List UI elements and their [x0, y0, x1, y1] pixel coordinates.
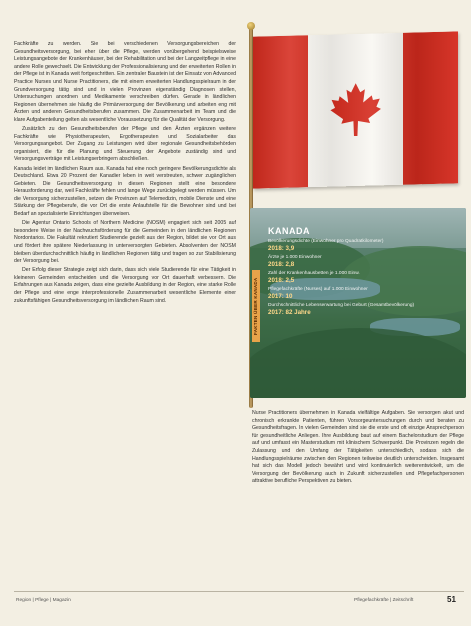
- landscape-forest: [250, 328, 466, 398]
- canada-flag: [253, 31, 458, 188]
- infobox-side-tab: FAKTEN ÜBER KANADA: [252, 270, 260, 342]
- fact-item: [268, 287, 458, 301]
- fact-value: 2017: 82 Jahre: [268, 309, 311, 317]
- fact-label: Zahl der Krankenhausbetten je 1.000 Einw.: [268, 271, 360, 277]
- flag-pole-finial: [247, 22, 255, 30]
- canada-flag-image: [244, 28, 466, 208]
- fact-value: 2018: 2,5: [268, 277, 295, 285]
- paragraph: Zusätzlich zu den Gesundheitsberufen der Pflege und den Ärzten ergänzen weitere Fachkräfte wie Physiotherapeuten, Ergotherapeuten und Sozialarbeiter das Versorgungsangebot. Der Zugang zu Leistungen wird über regionale Gesundheitsbehörden organisiert, die für die Planung und Steuerung der Angebote zuständig sind und Versorgungsverträge mit Leistungserbringern abschließen.: [14, 126, 236, 163]
- left-text-column: [14, 41, 236, 586]
- paragraph: Der Erfolg dieser Strategie zeigt sich darin, dass sich viele Studierende für eine Tätigkeit in kleineren Gemeinden entscheiden und die Versorgung vor Ort dauerhaft verbessern. Die Erfahrungen aus Kanada zeigen, dass eine gezielte Ausbildung in der Region, eine starke Rolle der Pflege und eine enge interprofessionelle Zusammenarbeit wesentliche Elemente einer zukunftsfähigen Gesundheitsversorgung im ländlichen Raum sind.: [14, 267, 236, 304]
- footer-publication: Region | Pflege | Magazin: [16, 598, 71, 603]
- footer-rule: [14, 591, 464, 592]
- fact-label: Durchschnittliche Lebenserwartung bei Geburt (Gesamtbevölkerung): [268, 303, 415, 309]
- infobox-title: KANADA: [268, 226, 310, 236]
- paragraph: Kanada leidet im ländlichen Raum aus. Kanada hat eine noch geringere Bevölkerungsdichte als Deutschland. Etwa 20 Prozent der Kanadier leben in weit verstreuten, schwer zugänglichen Gebieten. Die Gesundheitsversorgung in diesen Regionen stellt eine besondere Herausforderung dar, weil Fachkräfte fehlen und lange Wege zurückgelegt werden müssen. Um die Versorgung sicherzustellen, setzen die Provinzen auf Telemedizin, mobile Dienste und eine Stärkung der Pflegeberufe, die vor Ort die erste Anlaufstelle für die Bewohner sind und bei Bedarf an spezialisierte Einrichtungen überweisen.: [14, 165, 236, 218]
- paragraph: Nurse Practitioners übernehmen in Kanada vielfältige Aufgaben. Sie versorgen akut und chronisch erkrankte Patienten, führen Vorsorgeuntersuchungen durch und beraten zu Gesundheitsfragen. In vielen Gemeinden sind sie die erste und oft einzige Ansprechperson für gesundheitliche Anliegen. Ihre Ausbildung baut auf einem Bachelorstudium der Pflege auf und umfasst ein Masterstudium mit klinischem Schwerpunkt. Die Provinzen regeln die Zulassung und den Umfang der Tätigkeiten unterschiedlich, sodass sich die Handlungsspielräume zwischen den Regionen teilweise deutlich unterscheiden. Insgesamt hat sich das Modell jedoch bewährt und wird kontinuierlich weiterentwickelt, um die Versorgung der Bevölkerung auch in Zukunft sicherzustellen und Pflegefachpersonen attraktive berufliche Perspektiven zu bieten.: [252, 410, 464, 485]
- fact-item: [268, 255, 458, 269]
- page-number: 51: [447, 595, 456, 604]
- paragraph: Die Agentur Ontario Schools of Northern Medicine (NOSM) engagiert sich seit 2005 auf besondere Weise in der Nachwuchsförderung für die Gemeinden in den ländlichen Regionen Nordontarios. Die Fakultät rekrutiert Studierende gezielt aus der Region, bildet sie vor Ort aus und fördert ihre spätere Niederlassung in unterversorgten Gebieten. Absolventen der NOSM bleiben überdurchschnittlich häufig in ländlichen Regionen tätig und tragen so zur Stabilisierung der Versorgung bei.: [14, 220, 236, 265]
- infobox-content: [268, 226, 458, 319]
- fact-value: 2018: 2,8: [268, 261, 295, 269]
- fact-label: Ärzte je 1.000 Einwohner: [268, 255, 322, 261]
- paragraph: Fachkräfte zu werden. Sie bei verschiedenen Versorgungsbereichen der Gesundheitsversorgung, bei eher über die Pflege, werden vorübergehend beispielsweise Leistungsangebote der Krankenhäuser, bei der Rehabilitation und bei der Langzeitpflege in eine andere Rolle gewechselt. Die Entwicklung der Professionalisierung und der erweiterten Rollen in der Pflege ist in Kanada weit fortgeschritten. Ein zentraler Baustein ist der Einsatz von Advanced Practice Nurses und Nurse Practitioners, die mit einem erweiterten Handlungsspielraum in der Grundversorgung tätig sind und in vielen Provinzen eigenständig Diagnosen stellen, Untersuchungen anordnen und Medikamente verschreiben dürfen. Gerade in ländlichen Regionen übernehmen sie häufig die Primärversorgung der Bevölkerung und arbeiten eng mit Ärzten und anderen Gesundheitsberufen zusammen. Die Zusammenarbeit im Team und die klare Aufgabenteilung gelten als wesentliche Voraussetzung für die Qualität der Versorgung.: [14, 41, 236, 123]
- fact-label: Bevölkerungsdichte (Einwohner pro Quadratkilometer): [268, 239, 384, 244]
- fact-value: 2018: 3,9: [268, 245, 295, 252]
- right-text-column: [252, 410, 464, 582]
- fact-item: [268, 303, 458, 317]
- fact-item: [268, 271, 458, 285]
- fact-value: 2017: 10: [268, 293, 293, 301]
- fact-label: Pflegefachkräfte (Nurses) auf 1.000 Einwohner: [268, 287, 368, 293]
- flag-fold-shading: [253, 31, 458, 188]
- footer-section: Pflegefachkräfte | Zeitschrift: [354, 598, 414, 603]
- fact-item: [268, 239, 458, 253]
